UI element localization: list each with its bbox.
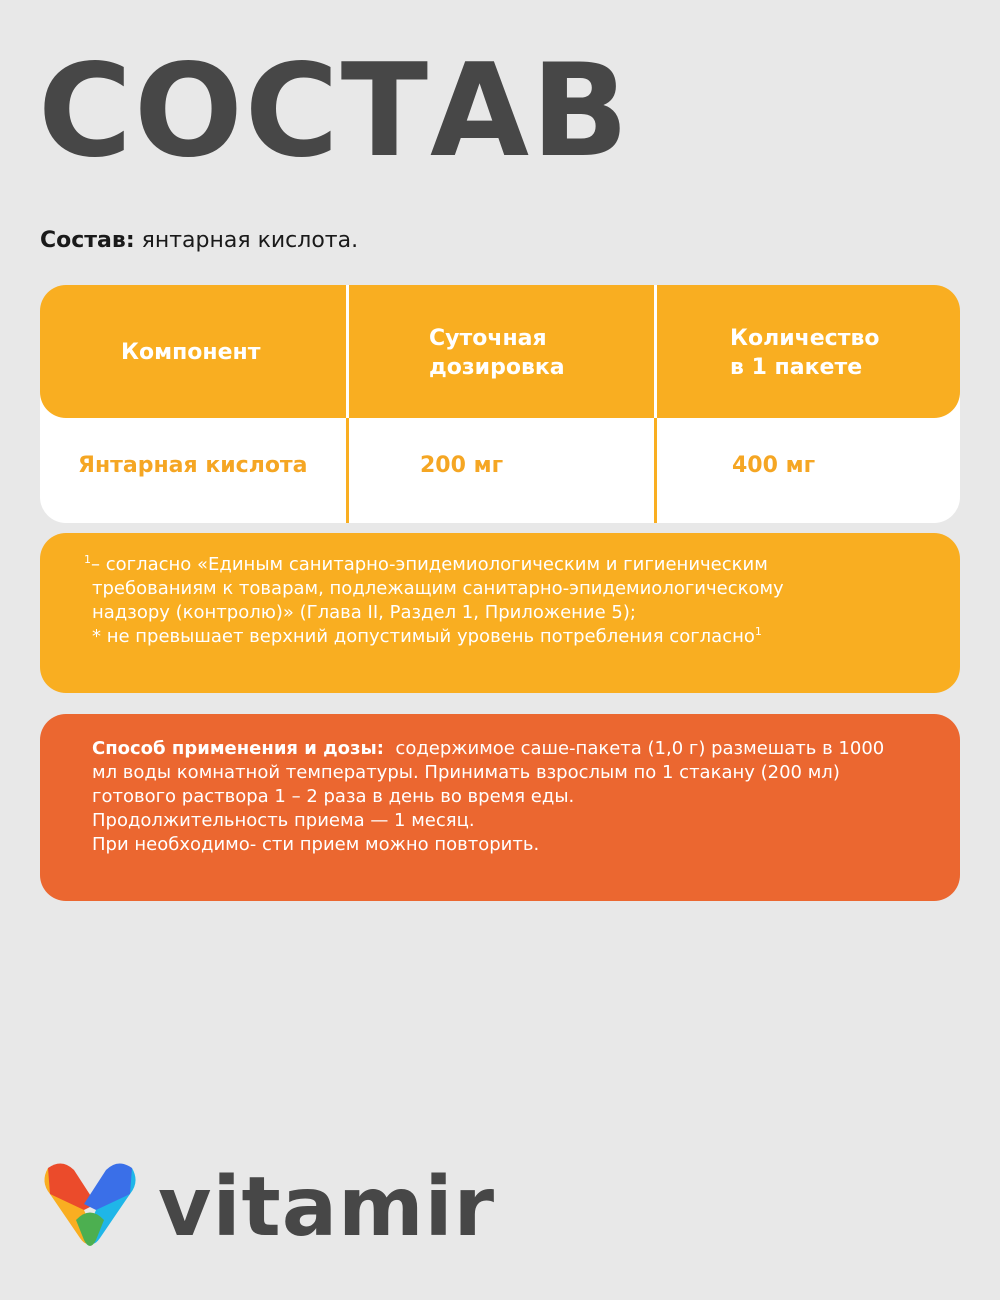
header-daily-dose-line: Суточная	[429, 326, 547, 351]
footnote-marker: 1	[84, 553, 91, 566]
header-divider	[346, 285, 349, 418]
usage-line: При необходимо- сти прием можно повторить.	[92, 834, 540, 855]
footnote-text	[84, 553, 912, 649]
footnote-box	[40, 533, 960, 693]
cell-daily-dose: 200 мг	[420, 453, 504, 478]
cell-amount-per-pack: 400 мг	[732, 453, 816, 478]
composition-table	[40, 285, 960, 523]
usage-line: мл воды комнатной температуры. Принимать взрослым по 1 стакану (200 мл)	[92, 762, 840, 783]
header-daily-dose	[429, 324, 565, 382]
header-component	[121, 338, 260, 367]
header-amount-per-pack	[730, 324, 879, 382]
logo-v-icon	[40, 1160, 140, 1255]
composition-value: янтарная кислота.	[134, 228, 359, 253]
usage-text	[92, 737, 922, 857]
usage-line: Продолжительность приема — 1 месяц.	[92, 810, 475, 831]
footnote-line: – согласно «Единым санитарно-эпидемиологическим и гигиеническим	[91, 554, 768, 575]
header-component-line: Компонент	[121, 340, 261, 365]
header-amount-line: в 1 пакете	[730, 355, 863, 380]
footnote-line: * не превышает верхний допустимый уровень потребления согласно	[92, 626, 755, 647]
usage-label: Способ применения и дозы:	[92, 738, 384, 759]
logo-wordmark: vitamir	[158, 1160, 496, 1255]
brand-logo	[40, 1160, 496, 1255]
usage-line: готового раствора 1 – 2 раза в день во время еды.	[92, 786, 575, 807]
body-divider	[654, 418, 657, 523]
footnote-line: надзору (контролю)» (Глава II, Раздел 1, Приложение 5);	[92, 602, 636, 623]
composition-label: Состав:	[40, 228, 135, 253]
footnote-end-marker: 1	[754, 625, 762, 638]
header-divider	[654, 285, 657, 418]
cell-component: Янтарная кислота	[78, 453, 308, 478]
body-divider	[346, 418, 349, 523]
header-daily-dose-line: дозировка	[429, 355, 565, 380]
footnote-line: требованиям к товарам, подлежащим санитарно-эпидемиологическому	[92, 578, 784, 599]
composition-line	[40, 228, 358, 253]
header-amount-line: Количество	[730, 326, 880, 351]
usage-box	[40, 714, 960, 901]
page-title: СОСТАВ	[38, 37, 631, 186]
usage-line: содержимое саше-пакета (1,0 г) размешать в 1000	[383, 738, 885, 759]
